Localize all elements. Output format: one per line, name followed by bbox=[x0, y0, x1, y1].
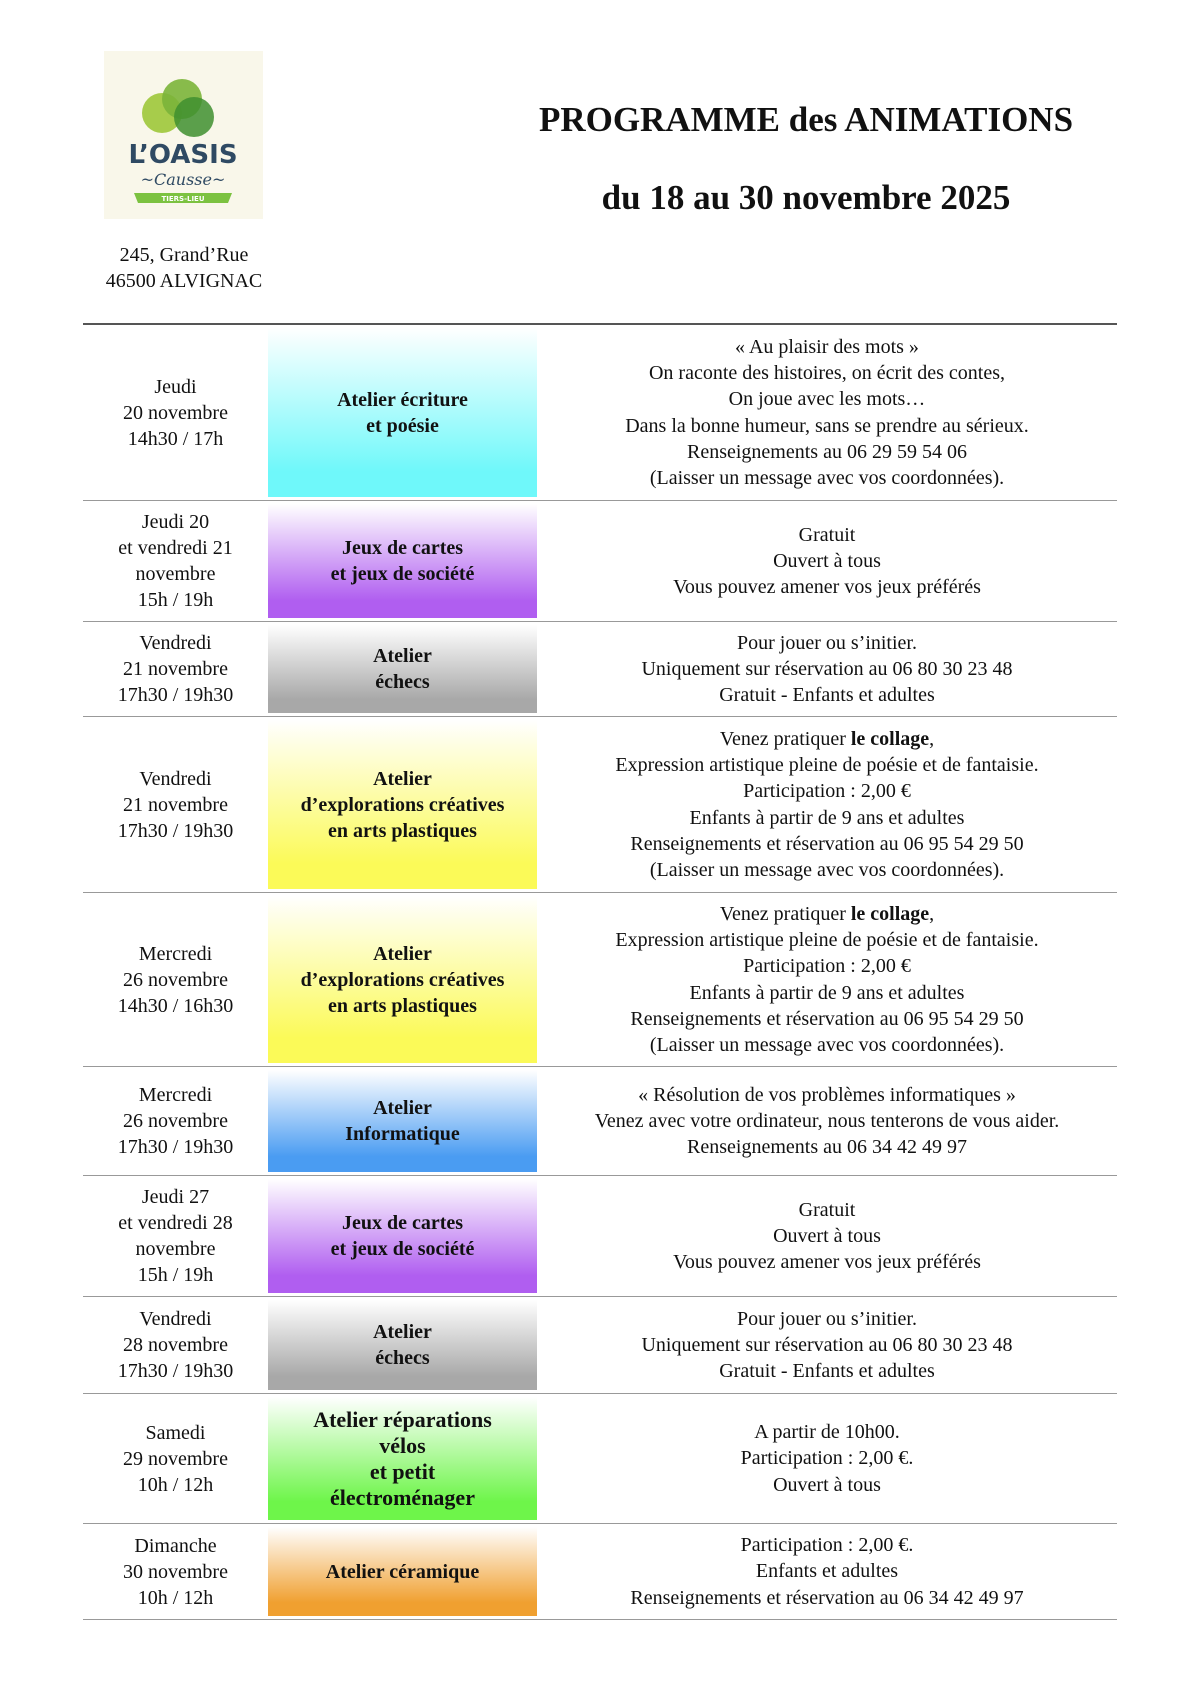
event-description bbox=[537, 622, 1117, 716]
event-date bbox=[83, 893, 268, 1066]
event-activity-line: échecs bbox=[375, 671, 430, 693]
event-activity-line: en arts plastiques bbox=[328, 819, 477, 842]
event-description-line: Participation : 2,00 € bbox=[743, 955, 911, 978]
event-date bbox=[83, 1176, 268, 1296]
table-row bbox=[83, 1524, 1117, 1620]
event-activity-line: et poésie bbox=[366, 414, 439, 437]
event-description-line: Expression artistique pleine de poésie et de fantaisie. bbox=[615, 928, 1039, 951]
event-date bbox=[83, 1394, 268, 1523]
event-activity bbox=[268, 328, 537, 497]
event-description-line: Gratuit - Enfants et adultes bbox=[719, 1360, 935, 1383]
event-activity bbox=[268, 1179, 537, 1293]
event-date-line: et vendredi 21 bbox=[118, 537, 233, 559]
event-description-line: Expression artistique pleine de poésie et de fantaisie. bbox=[615, 753, 1039, 776]
event-activity bbox=[268, 504, 537, 618]
table-row bbox=[83, 1067, 1117, 1176]
event-description bbox=[537, 717, 1117, 892]
event-activity-line: Atelier réparations bbox=[313, 1406, 492, 1432]
event-date-line: 17h30 / 19h30 bbox=[117, 684, 234, 706]
event-description bbox=[537, 1176, 1117, 1296]
event-date-line: 21 novembre bbox=[123, 658, 228, 680]
address-city: 46500 ALVIGNAC bbox=[105, 270, 263, 292]
event-date-line: Jeudi bbox=[154, 375, 197, 398]
event-activity-line: et jeux de société bbox=[330, 1238, 475, 1260]
event-activity-line: et jeux de société bbox=[330, 563, 475, 585]
address bbox=[84, 242, 284, 294]
event-activity-line: Informatique bbox=[345, 1123, 460, 1145]
event-date-line: novembre bbox=[135, 1238, 216, 1260]
event-date-line: 15h / 19h bbox=[137, 1264, 214, 1286]
event-date-line: 21 novembre bbox=[123, 793, 228, 816]
event-activity bbox=[268, 625, 537, 713]
event-date bbox=[83, 717, 268, 892]
event-activity-line: d’explorations créatives bbox=[300, 793, 505, 816]
event-description-line: Gratuit bbox=[798, 523, 856, 546]
event-date bbox=[83, 325, 268, 500]
svg-text:L’OASIS: L’OASIS bbox=[128, 140, 238, 170]
event-date-line: 17h30 / 19h30 bbox=[117, 1360, 234, 1382]
event-description-line: On raconte des histoires, on écrit des contes, bbox=[648, 361, 1005, 384]
event-date-line: 10h / 12h bbox=[137, 1473, 214, 1496]
event-activity-line: Atelier bbox=[373, 1097, 432, 1119]
table-row bbox=[83, 893, 1117, 1067]
event-date-line: 20 novembre bbox=[123, 401, 228, 424]
event-description-line: Gratuit bbox=[798, 1198, 856, 1221]
event-activity bbox=[268, 1527, 537, 1616]
event-activity-line: Atelier bbox=[373, 767, 432, 790]
event-description-line: Venez pratiquer le collage, bbox=[719, 902, 935, 925]
event-description-line: (Laisser un message avec vos coordonnées). bbox=[649, 1034, 1005, 1057]
table-row bbox=[83, 325, 1117, 501]
event-description-line: On joue avec les mots… bbox=[728, 388, 926, 411]
event-date-line: 14h30 / 16h30 bbox=[117, 994, 234, 1017]
event-date-line: 14h30 / 17h bbox=[127, 427, 224, 450]
event-date-line: 30 novembre bbox=[123, 1560, 228, 1583]
event-date-line: 29 novembre bbox=[123, 1447, 228, 1470]
event-description bbox=[537, 1394, 1117, 1523]
event-date-line: 28 novembre bbox=[123, 1334, 228, 1356]
event-date-line: 17h30 / 19h30 bbox=[117, 819, 234, 842]
event-description-line: Dans la bonne humeur, sans se prendre au sérieux. bbox=[625, 414, 1029, 437]
event-activity-line: Atelier bbox=[373, 1321, 432, 1343]
event-description-line: Participation : 2,00 € bbox=[743, 780, 911, 803]
logo bbox=[104, 51, 263, 219]
event-date-line: Jeudi 20 bbox=[141, 511, 210, 533]
event-date-line: Jeudi 27 bbox=[141, 1186, 210, 1208]
event-activity bbox=[268, 1300, 537, 1390]
table-row bbox=[83, 622, 1117, 717]
table-row bbox=[83, 717, 1117, 893]
event-description-line: Venez pratiquer le collage, bbox=[719, 727, 935, 750]
event-date bbox=[83, 1067, 268, 1175]
event-activity-line: vélos bbox=[379, 1432, 426, 1458]
event-date-line: et vendredi 28 bbox=[118, 1212, 233, 1234]
event-date-line: Mercredi bbox=[138, 1084, 213, 1106]
table-row bbox=[83, 1394, 1117, 1524]
event-activity-line: électroménager bbox=[330, 1484, 475, 1510]
event-description-line: Participation : 2,00 €. bbox=[740, 1534, 914, 1557]
event-description-line: « Au plaisir des mots » bbox=[735, 335, 919, 358]
event-description bbox=[537, 1524, 1117, 1619]
event-date bbox=[83, 1524, 268, 1619]
event-description-line: Venez avec votre ordinateur, nous tenterons de vous aider. bbox=[594, 1109, 1060, 1132]
event-description-line: Renseignements et réservation au 06 95 54 29 50 bbox=[630, 832, 1024, 855]
svg-text:TIERS-LIEU: TIERS-LIEU bbox=[161, 195, 205, 203]
event-description-line: Vous pouvez amener vos jeux préférés bbox=[673, 1251, 981, 1274]
event-description-line: Uniquement sur réservation au 06 80 30 23 48 bbox=[641, 1333, 1013, 1356]
page-subtitle: du 18 au 30 novembre 2025 bbox=[601, 178, 1011, 217]
event-description bbox=[537, 893, 1117, 1066]
event-description-line: (Laisser un message avec vos coordonnées). bbox=[649, 859, 1005, 882]
event-date-line: Vendredi bbox=[139, 767, 212, 790]
event-activity-line: échecs bbox=[375, 1347, 430, 1369]
event-activity-line: Atelier écriture bbox=[337, 388, 468, 411]
event-description-line: Renseignements au 06 34 42 49 97 bbox=[687, 1136, 967, 1159]
event-date-line: 10h / 12h bbox=[137, 1586, 214, 1609]
event-description-line: Enfants à partir de 9 ans et adultes bbox=[689, 806, 965, 829]
event-activity-line: d’explorations créatives bbox=[300, 968, 505, 991]
event-date-line: 26 novembre bbox=[123, 1110, 228, 1132]
event-date-line: Mercredi bbox=[138, 942, 213, 965]
event-date-line: 15h / 19h bbox=[137, 589, 214, 611]
event-description-line: Renseignements et réservation au 06 95 54 29 50 bbox=[630, 1007, 1024, 1030]
table-row bbox=[83, 501, 1117, 622]
event-activity bbox=[268, 896, 537, 1063]
page-title: PROGRAMME des ANIMATIONS bbox=[538, 100, 1074, 139]
event-activity-line: Atelier bbox=[373, 942, 432, 965]
event-description-line: Ouvert à tous bbox=[773, 549, 881, 572]
event-description-line: Enfants à partir de 9 ans et adultes bbox=[689, 981, 965, 1004]
event-activity bbox=[268, 1070, 537, 1172]
event-date-line: Samedi bbox=[145, 1421, 206, 1444]
event-description bbox=[537, 325, 1117, 500]
event-date-line: 17h30 / 19h30 bbox=[117, 1136, 234, 1158]
event-date-line: 26 novembre bbox=[123, 968, 228, 991]
event-date-line: Dimanche bbox=[134, 1534, 217, 1557]
event-description-line: Ouvert à tous bbox=[773, 1224, 881, 1247]
event-activity-line: en arts plastiques bbox=[328, 994, 477, 1017]
event-description-line: Renseignements et réservation au 06 34 42 49 97 bbox=[630, 1586, 1024, 1609]
event-date-line: novembre bbox=[135, 563, 216, 585]
event-date-line: Vendredi bbox=[139, 632, 212, 654]
event-description-line: Vous pouvez amener vos jeux préférés bbox=[673, 576, 981, 599]
event-activity-line: Atelier bbox=[373, 645, 432, 667]
event-description bbox=[537, 1067, 1117, 1175]
event-description-line: Enfants et adultes bbox=[755, 1560, 899, 1583]
event-activity bbox=[268, 720, 537, 889]
event-description-line: « Résolution de vos problèmes informatiques » bbox=[638, 1083, 1016, 1106]
svg-text:~Causse~: ~Causse~ bbox=[140, 170, 226, 189]
table-row bbox=[83, 1176, 1117, 1297]
event-description bbox=[537, 501, 1117, 621]
program-table bbox=[83, 323, 1117, 1620]
event-description-line: Renseignements au 06 29 59 54 06 bbox=[687, 440, 967, 463]
event-description-line: Gratuit - Enfants et adultes bbox=[719, 684, 935, 707]
event-activity-line: Jeux de cartes bbox=[341, 1212, 464, 1234]
event-description-line: (Laisser un message avec vos coordonnées). bbox=[649, 467, 1005, 490]
event-description-line: Pour jouer ou s’initier. bbox=[737, 631, 917, 654]
event-date bbox=[83, 501, 268, 621]
event-description bbox=[537, 1297, 1117, 1393]
event-activity-line: Jeux de cartes bbox=[341, 537, 464, 559]
event-description-line: Pour jouer ou s’initier. bbox=[737, 1307, 917, 1330]
event-date bbox=[83, 622, 268, 716]
event-description-line: Ouvert à tous bbox=[773, 1473, 881, 1496]
event-description-line: Participation : 2,00 €. bbox=[740, 1447, 914, 1470]
event-activity bbox=[268, 1397, 537, 1520]
event-activity-line: et petit bbox=[369, 1458, 436, 1484]
event-description-line: A partir de 10h00. bbox=[754, 1421, 900, 1444]
event-date bbox=[83, 1297, 268, 1393]
address-street: 245, Grand’Rue bbox=[119, 244, 249, 266]
table-row bbox=[83, 1297, 1117, 1394]
event-date-line: Vendredi bbox=[139, 1308, 212, 1330]
event-activity-line: Atelier céramique bbox=[325, 1560, 480, 1583]
event-description-line: Uniquement sur réservation au 06 80 30 23 48 bbox=[641, 657, 1013, 680]
